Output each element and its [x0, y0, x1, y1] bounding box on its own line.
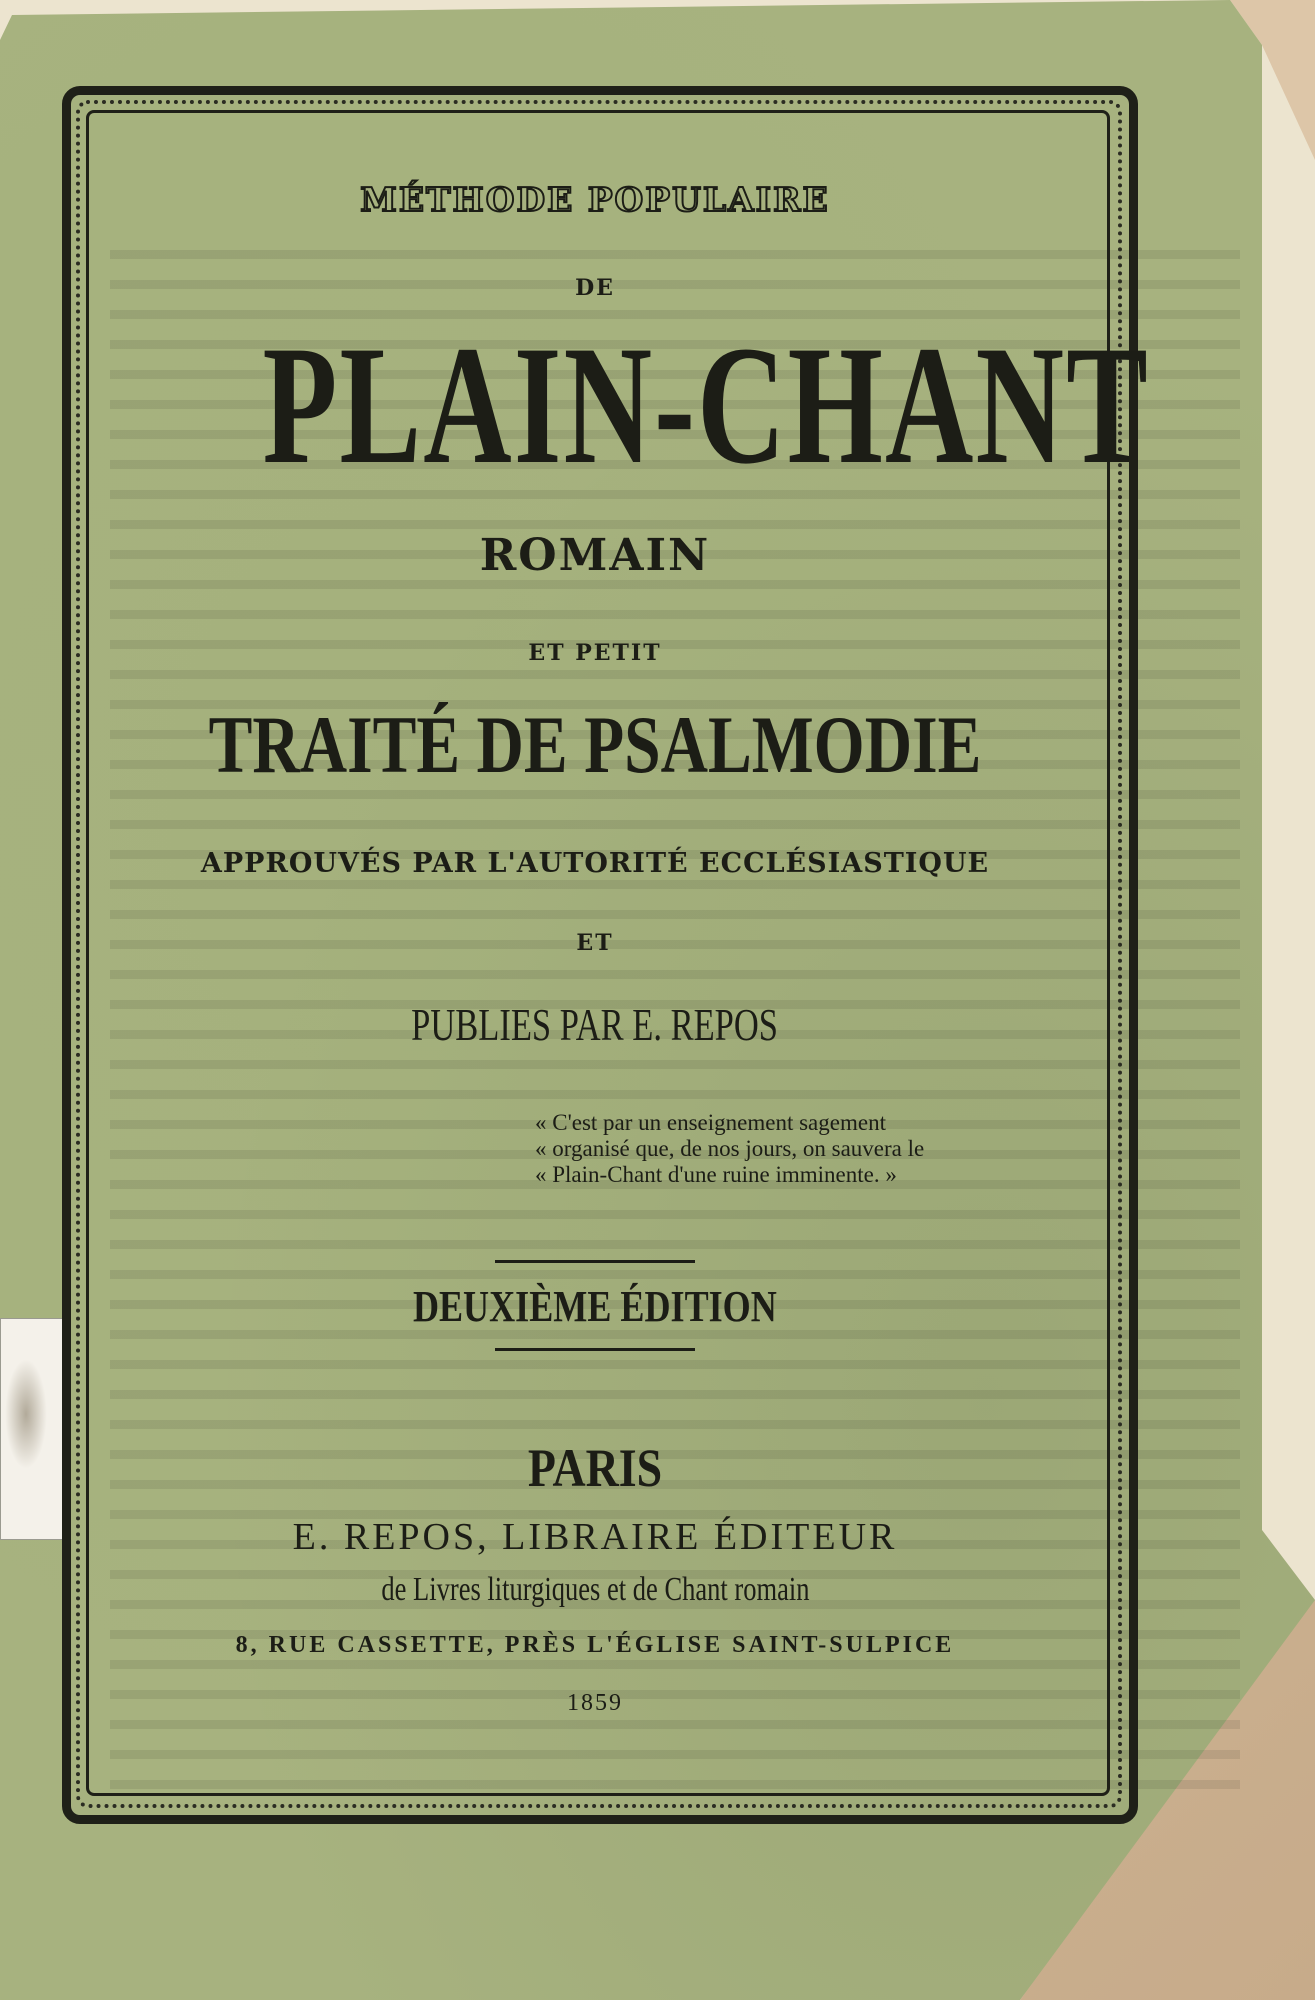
approval-text: APPROUVÉS PAR L'AUTORITÉ ECCLÉSIASTIQUE: [200, 848, 990, 879]
library-sticker: [0, 1318, 68, 1540]
quote-line-2: « organisé que, de nos jours, on sauvera le: [535, 1136, 925, 1161]
epigraph-quote: [535, 1110, 1055, 1188]
quote-line-3: « Plain-Chant d'une ruine imminente. »: [535, 1162, 897, 1187]
city-text: PARIS: [527, 1438, 663, 1498]
et-petit-text: ET PETIT: [528, 640, 662, 666]
publisher-line-wrapper: [90, 1000, 1100, 1050]
de-text: DE: [575, 275, 615, 301]
title-sub: ROMAIN: [479, 530, 711, 581]
publisher-name: E. REPOS, LIBRAIRE ÉDITEUR: [292, 1516, 898, 1558]
header-text: MÉTHODE POPULAIRE: [360, 180, 830, 219]
address-text: 8, RUE CASSETTE, PRÈS L'ÉGLISE SAINT-SULPICE: [235, 1632, 955, 1658]
publisher-desc: de Livres liturgiques et de Chant romain: [380, 1571, 810, 1608]
title-wrapper: [90, 311, 1150, 499]
publisher-desc-wrapper: [90, 1570, 1100, 1610]
publisher-line: PUBLIES PAR E. REPOS: [411, 999, 779, 1050]
year-text: 1859: [567, 1690, 623, 1716]
city-wrapper: [90, 1438, 1100, 1498]
subtitle-wrapper: [90, 700, 1100, 790]
rule-top: [495, 1260, 695, 1263]
rule-bottom: [495, 1348, 695, 1351]
subtitle: TRAITÉ DE PSALMODIE: [208, 699, 982, 790]
edition-wrapper: [90, 1282, 1100, 1332]
et-text: ET: [576, 930, 614, 956]
quote-line-1: « C'est par un enseignement sagement: [535, 1110, 886, 1135]
edition-text: DEUXIÈME ÉDITION: [413, 1282, 777, 1331]
main-title: PLAIN-CHANT: [262, 311, 1150, 499]
sticker-smudge: [5, 1359, 47, 1469]
